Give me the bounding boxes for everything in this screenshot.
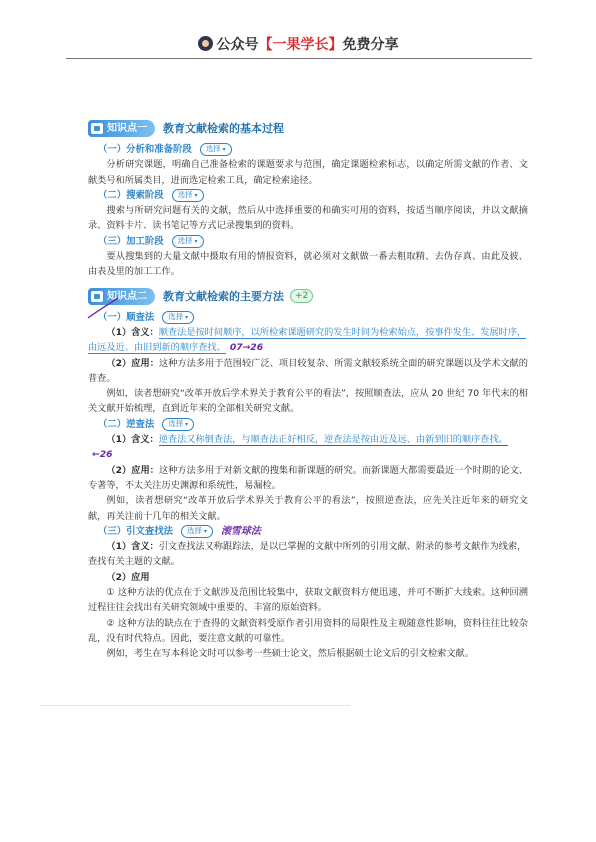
section-backward-search-heading: （二）逆查法 选择 ▾ <box>98 417 528 432</box>
handwritten-note: 滚雪球法 <box>220 525 261 537</box>
section-analysis-heading: （一）分析和准备阶段 选择 ▾ <box>98 142 528 157</box>
section-processing-body: 要从搜集到的大量文献中摄取有用的情报资料，就必须对文献做一番去粗取精、去伪存真、由此及彼、由表及里的加工工作。 <box>88 251 528 278</box>
document-body <box>88 120 528 662</box>
choice-tag: 选择 ▾ <box>162 311 194 324</box>
section-processing-heading: （三）加工阶段 选择 ▾ <box>98 234 528 249</box>
header-prefix: 公众号 <box>216 37 259 53</box>
citation-search-application-label: （2）应用 <box>106 571 150 583</box>
knowledge-point-1-heading <box>88 120 528 137</box>
bonus-badge: +2 <box>290 289 313 303</box>
section-forward-search-heading: （一）顺查法 选择 ▾ <box>98 310 528 325</box>
forward-search-application: （2）应用：这种方法多用于范围较广泛、项目较复杂、所需文献较系统全面的研究课题以及学术文献的普查。 <box>88 357 528 384</box>
forward-search-example: 例如，读者想研究“改革开放后学术界关于教育公平的看法”，按照顺查法，应从 20 世纪 70 年代末的相关文献开始梳理，直到近年来的全部相关研究文献。 <box>88 388 528 415</box>
forward-search-definition: （1）含义：顺查法是按时间顺序，以所检索课题研究的发生时间为检索始点，按事件发生、发展时序，由远及近、由旧到新的顺序查找。 07→26 <box>88 326 527 354</box>
citation-search-advantage: ① 这种方法的优点在于文献涉及范围比较集中，获取文献资料方便迅速，并可不断扩大线索。这种回溯过程往往会找出有关研究领域中重要的、丰富的原始资料。 <box>88 587 528 614</box>
header-suffix: 免费分享 <box>342 37 399 53</box>
book-icon <box>91 123 103 134</box>
header-brand: 【一果学长】 <box>258 37 343 53</box>
choice-tag: 选择 ▾ <box>200 143 232 156</box>
backward-search-example: 例如，读者想研究“改革开放后学术界关于教育公平的看法”，按照逆查法，应先关注近年来的研究文献，再关注前十几年的相关文献。 <box>88 495 528 522</box>
page-header <box>0 34 596 54</box>
handwritten-note: 07→26 <box>229 342 264 354</box>
section-analysis-body: 分析研究课题，明确自己准备检索的课题要求与范围，确定课题检索标志，以确定所需文献的作者、文献类号和所属类目，进而选定检索工具，确定检索途径。 <box>88 159 528 186</box>
choice-tag: 选择 ▾ <box>162 418 194 431</box>
citation-search-disadvantage: ② 这种方法的缺点在于查得的文献资料受原作者引用资料的局限性及主观随意性影响，资料往往比较杂乱，没有时代特点。因此，要注意文献的可靠性。 <box>88 617 528 644</box>
header-divider <box>66 58 532 59</box>
section-search-heading: （二）搜索阶段 选择 ▾ <box>98 188 528 203</box>
knowledge-point-2-badge: 知识点二 <box>88 288 155 305</box>
section-citation-search-heading: （三）引文查找法 选择 ▾ 滚雪球法 <box>98 524 528 539</box>
footer-divider <box>40 705 350 706</box>
citation-search-definition: （1）含义：引文查找法又称跟踪法，是以已掌握的文献中所列的引用文献、附录的参考文献作为线索，查找有关主题的文献。 <box>88 541 527 568</box>
pen-stroke-decoration <box>86 296 122 322</box>
handwritten-note: ←26 <box>92 449 113 461</box>
citation-search-example: 例如，考生在写本科论文时可以参考一些硕士论文，然后根据硕士论文后的引文检索文献。 <box>106 648 474 660</box>
avatar-icon <box>198 36 213 51</box>
choice-tag: 选择 ▾ <box>172 189 204 202</box>
knowledge-point-2-title: 教育文献检索的主要方法 <box>163 289 284 303</box>
backward-search-definition: （1）含义：逆查法又称倒查法，与顺查法正好相反，逆查法是按由近及远、由新到旧的顺序查找。←26 <box>92 434 508 461</box>
knowledge-point-2-heading <box>88 288 528 305</box>
knowledge-point-1-badge: 知识点一 <box>88 120 155 137</box>
section-search-body: 搜索与所研究问题有关的文献，然后从中选择重要的和确实可用的资料，按适当顺序阅读，并以文献摘录、资料卡片、读书笔记等方式记录搜集到的资料。 <box>88 205 528 232</box>
backward-search-application: （2）应用：这种方法多用于对新文献的搜集和新课题的研究。而新课题大都需要最近一个时期的论文、专著等，不太关注历史渊源和系统性，易漏检。 <box>88 464 528 491</box>
knowledge-point-1-title: 教育文献检索的基本过程 <box>163 121 284 135</box>
choice-tag: 选择 ▾ <box>172 235 204 248</box>
choice-tag: 选择 ▾ <box>181 525 213 538</box>
